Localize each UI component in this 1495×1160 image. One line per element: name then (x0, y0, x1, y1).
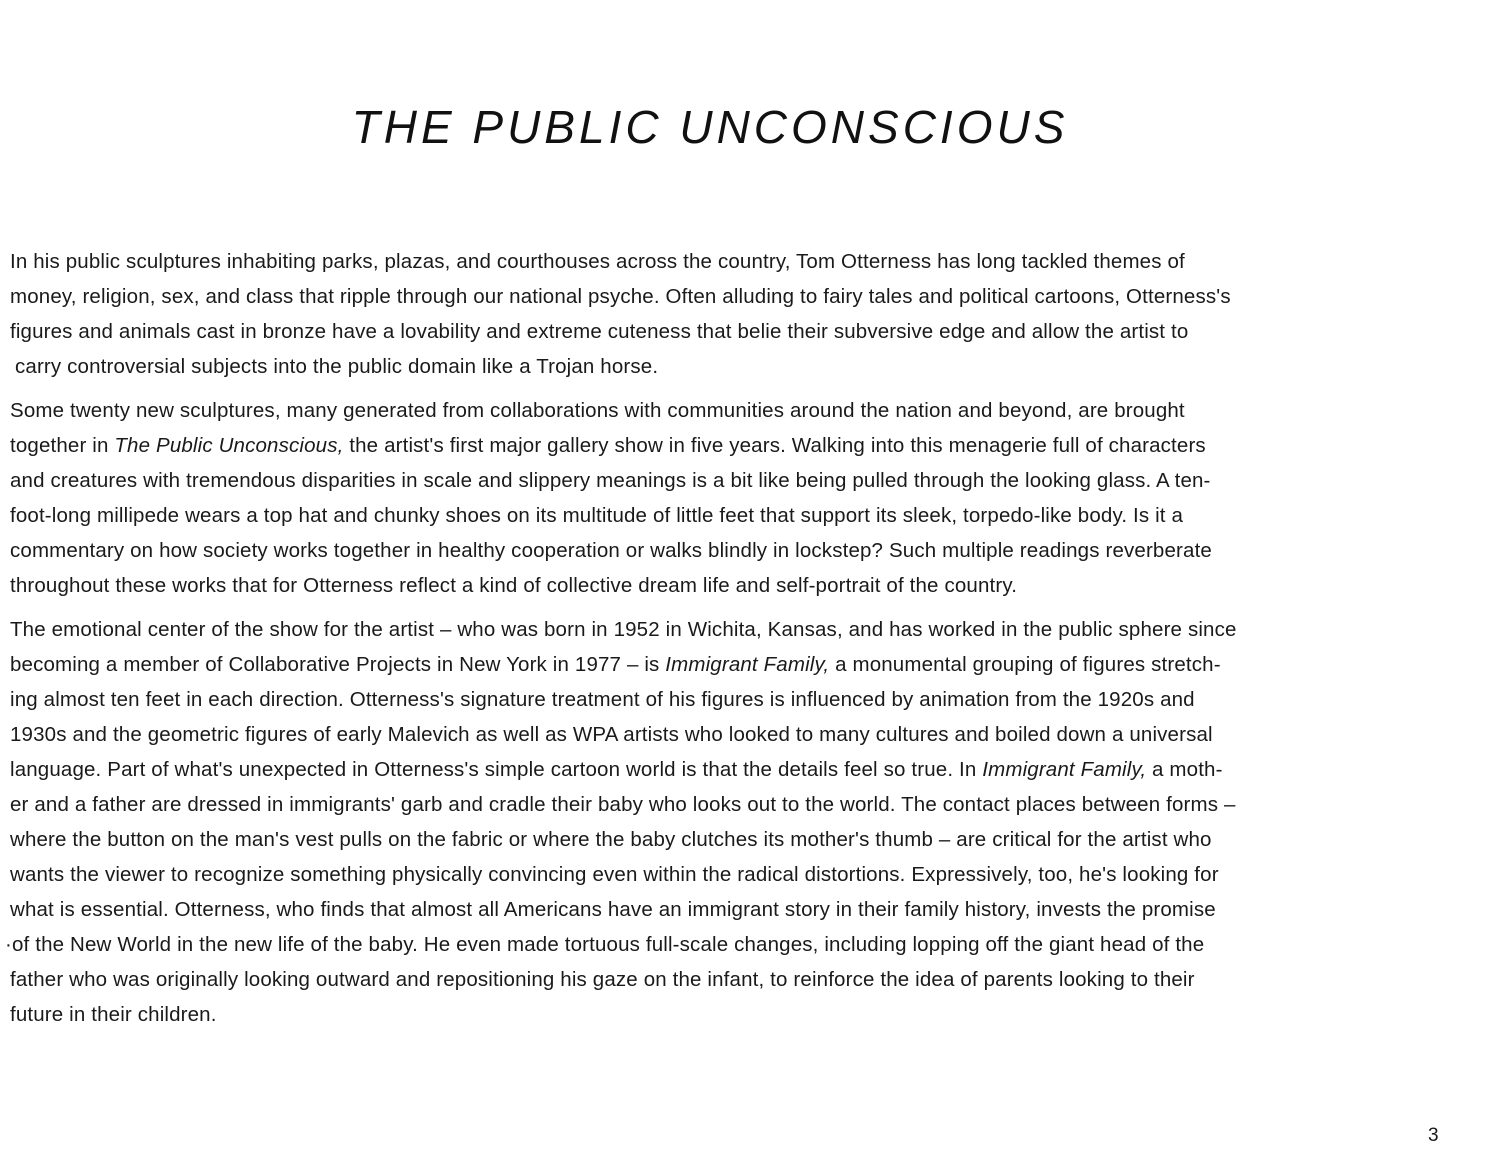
body-text (5, 244, 1440, 1041)
paragraph-intro (10, 244, 1440, 384)
text-line: money, religion, sex, and class that ripple through our national psyche. Often alluding to fairy tales and political cartoons, Otterness's (10, 285, 1231, 308)
artwork-title: Immigrant Family, (982, 758, 1147, 781)
text-line: er and a father are dressed in immigrants' garb and cradle their baby who looks out to the world. The contact places between forms – (10, 793, 1236, 816)
text-line: Some twenty new sculptures, many generated from collaborations with communities around the nation and beyond, are brought (10, 399, 1185, 422)
text-line: The emotional center of the show for the artist – who was born in 1952 in Wichita, Kansas, and has worked in the public sphere since (10, 618, 1237, 641)
page-title: THE PUBLIC UNCONSCIOUS (351, 101, 1069, 153)
text-line: together in The Public Unconscious, the artist's first major gallery show in five years. Walking into this menagerie full of characters (10, 434, 1206, 457)
text-line: language. Part of what's unexpected in Otterness's simple cartoon world is that the details feel so true. In Immigrant Family, a moth- (10, 758, 1223, 781)
artwork-title: Immigrant Family, (665, 653, 830, 676)
text-line: carry controversial subjects into the public domain like a Trojan horse. (15, 355, 659, 378)
text-line: ing almost ten feet in each direction. Otterness's signature treatment of his figures is influenced by animation from the 1920s and (10, 688, 1195, 711)
text-line: throughout these works that for Otterness reflect a kind of collective dream life and self-portrait of the country. (10, 574, 1018, 597)
text-line: commentary on how society works together in healthy cooperation or walks blindly in lockstep? Such multiple readings reverberate (10, 539, 1212, 562)
page-number: 3 (1428, 1125, 1439, 1146)
text-line: becoming a member of Collaborative Projects in New York in 1977 – is Immigrant Family, a monumental grouping of figures stretch- (10, 653, 1221, 676)
text-line: wants the viewer to recognize something physically convincing even within the radical distortions. Expressively, too, he's looking for (10, 863, 1219, 886)
paragraph-immigrant-family (5, 612, 1440, 1032)
text-line: foot-long millipede wears a top hat and chunky shoes on its multitude of little feet that support its sleek, torpedo-like body. Is it a (10, 504, 1184, 527)
text-line: ·of the New World in the new life of the baby. He even made tortuous full-scale changes, including lopping off the giant head of the (5, 933, 1205, 956)
text-line: In his public sculptures inhabiting parks, plazas, and courthouses across the country, Tom Otterness has long tackled themes of (10, 250, 1185, 273)
text-line: and creatures with tremendous disparities in scale and slippery meanings is a bit like being pulled through the looking glass. A ten- (10, 469, 1211, 492)
paragraph-exhibition (10, 393, 1440, 603)
text-line: what is essential. Otterness, who finds that almost all Americans have an immigrant story in their family history, invests the promise (10, 898, 1216, 921)
text-line: future in their children. (10, 1003, 217, 1026)
text-line: figures and animals cast in bronze have a lovability and extreme cuteness that belie their subversive edge and allow the artist to (10, 320, 1189, 343)
text-line: 1930s and the geometric figures of early Malevich as well as WPA artists who looked to many cultures and boiled down a universal (10, 723, 1213, 746)
text-line: father who was originally looking outward and repositioning his gaze on the infant, to reinforce the idea of parents looking to their (10, 968, 1195, 991)
text-line: where the button on the man's vest pulls on the fabric or where the baby clutches its mother's thumb – are critical for the artist who (10, 828, 1212, 851)
exhibition-title: The Public Unconscious, (114, 434, 344, 457)
